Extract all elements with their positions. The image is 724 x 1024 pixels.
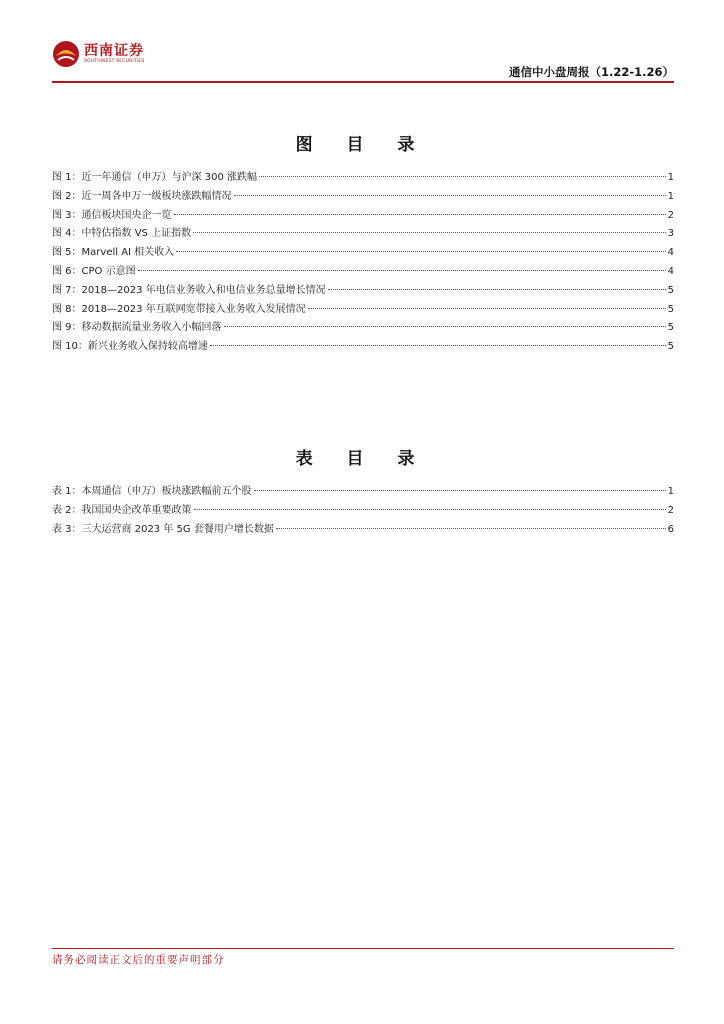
- toc-entry[interactable]: [52, 520, 674, 539]
- toc-leader-dots: [224, 326, 666, 327]
- toc-entry-page: 2: [667, 209, 674, 221]
- toc-entry-label: 图 9：移动数据流量业务收入小幅回落: [52, 322, 222, 334]
- toc-entry-page: 5: [667, 341, 674, 353]
- tables-toc-title: 表 目 录: [295, 449, 429, 469]
- toc-entry[interactable]: [52, 482, 674, 501]
- toc-entry[interactable]: [52, 281, 674, 300]
- toc-entry-page: 5: [667, 322, 674, 334]
- toc-entry-page: 1: [667, 190, 674, 202]
- toc-entry[interactable]: [52, 501, 674, 520]
- toc-entry[interactable]: [52, 337, 674, 356]
- toc-entry[interactable]: [52, 262, 674, 281]
- toc-entry-label: 图 2：近一周各申万一级板块涨跌幅情况: [52, 190, 232, 202]
- toc-leader-dots: [259, 176, 666, 177]
- toc-leader-dots: [254, 490, 666, 491]
- toc-leader-dots: [174, 214, 666, 215]
- toc-entry-label: 图 1：近一年通信（申万）与沪深 300 涨跌幅: [52, 172, 257, 183]
- figures-toc: [52, 168, 674, 356]
- toc-leader-dots: [176, 251, 665, 252]
- toc-entry-label: 图 8：2018—2023 年互联网宽带接入业务收入发展情况: [52, 303, 306, 315]
- toc-entry-page: 3: [667, 228, 674, 240]
- footer-divider: [52, 948, 674, 949]
- toc-leader-dots: [234, 195, 666, 196]
- toc-entry-label: 图 7：2018—2023 年电信业务收入和电信业务总量增长情况: [52, 284, 326, 296]
- toc-entry-label: 表 3：三大运营商 2023 年 5G 套餐用户增长数据: [52, 523, 274, 535]
- toc-entry-label: 图 5：Marvell AI 相关收入: [52, 247, 175, 259]
- toc-entry-page: 5: [667, 303, 674, 315]
- toc-entry-label: 图 6：CPO 示意图: [52, 265, 136, 277]
- toc-entry-label: 表 2：我国国央企改革重要政策: [52, 504, 192, 516]
- toc-entry-label: 表 1：本周通信（申万）板块涨跌幅前五个股: [52, 486, 252, 497]
- toc-leader-dots: [276, 528, 666, 529]
- toc-entry[interactable]: [52, 318, 674, 337]
- toc-entry-page: 4: [667, 265, 674, 277]
- toc-leader-dots: [308, 308, 666, 309]
- toc-entry[interactable]: [52, 168, 674, 187]
- toc-entry[interactable]: [52, 243, 674, 262]
- page-header: [52, 40, 674, 82]
- toc-leader-dots: [194, 509, 666, 510]
- toc-entry-page: 5: [667, 284, 674, 296]
- tables-toc: [52, 482, 674, 538]
- logo-mark-icon: [52, 40, 80, 68]
- report-title: 通信中小盘周报（1.22-1.26）: [508, 65, 674, 79]
- toc-leader-dots: [138, 270, 666, 271]
- toc-entry-page: 1: [667, 172, 674, 183]
- toc-entry-page: 4: [667, 247, 674, 259]
- toc-leader-dots: [193, 232, 666, 233]
- footer-notice: 请务必阅读正文后的重要声明部分: [52, 954, 225, 966]
- toc-entry-label: 图 10：新兴业务收入保持较高增速: [52, 341, 208, 353]
- toc-entry-label: 图 4：中特估指数 VS 上证指数: [52, 228, 192, 240]
- toc-entry[interactable]: [52, 206, 674, 225]
- toc-entry[interactable]: [52, 224, 674, 243]
- toc-leader-dots: [328, 289, 666, 290]
- logo-english-name: SOUTHWEST SECURITIES: [84, 59, 145, 64]
- toc-entry-label: 图 3：通信板块国央企一览: [52, 209, 172, 221]
- toc-entry[interactable]: [52, 300, 674, 319]
- toc-leader-dots: [210, 345, 666, 346]
- toc-entry-page: 6: [667, 523, 674, 535]
- figures-toc-title: 图 目 录: [295, 135, 429, 155]
- toc-entry-page: 2: [667, 504, 674, 516]
- header-divider: [52, 81, 674, 83]
- toc-entry-page: 1: [667, 486, 674, 497]
- toc-entry[interactable]: [52, 187, 674, 206]
- company-logo: [52, 40, 145, 68]
- logo-chinese-name: 西南证券: [84, 43, 144, 59]
